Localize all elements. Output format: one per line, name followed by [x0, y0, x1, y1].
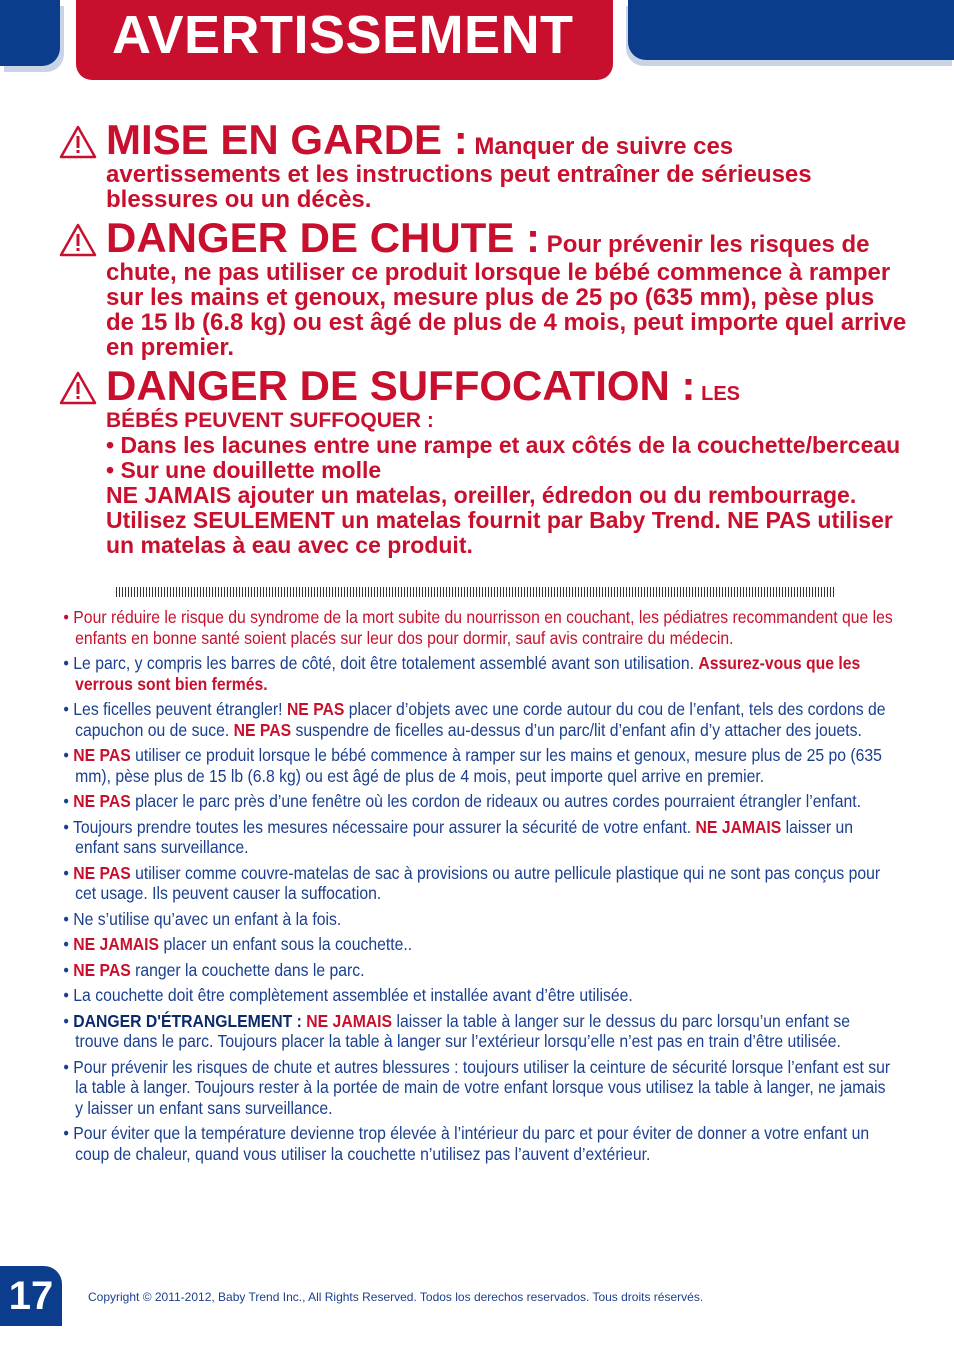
list-item: • NE PAS ranger la couchette dans le parc.	[63, 959, 365, 980]
warning-title: DANGER DE SUFFOCATION :	[106, 362, 696, 409]
warning-line: • Sur une douillette molle	[106, 457, 382, 483]
warning-triangle-icon	[58, 124, 98, 160]
list-item: • NE JAMAIS placer un enfant sous la couchette..	[63, 934, 413, 954]
list-item: • Pour réduire le risque du syndrome de la mort subite du nourrisson en couchant, les pédiatres recommandent que les enfants en bonne santé soient placés sur leur dos pour dormir, sauf avis contraire du médecin.	[63, 607, 893, 648]
warning-triangle-icon	[58, 222, 98, 258]
warning-line: • Dans les lacunes entre une rampe et aux côtés de la couchette/berceau	[106, 432, 901, 458]
warning-mise-en-garde	[58, 118, 908, 212]
page-title: AVERTISSEMENT	[112, 5, 574, 65]
warning-title: DANGER DE CHUTE :	[106, 214, 541, 261]
list-item: • Toujours prendre toutes les mesures nécessaire pour assurer la sécurité de votre enfant. NE JAMAIS laisser un enfant sans surveillance.	[63, 816, 854, 857]
list-item: • DANGER D'ÉTRANGLEMENT : NE JAMAIS laisser la table à langer sur le dessus du parc lorsqu’un enfant se trouve dans le parc. Toujours placer la table à langer sur l’extérieur lorsqu’elle n’est pas en train d’être utilisée.	[63, 1010, 850, 1051]
list-item: • Le parc, y compris les barres de côté, doit être totalement assemblé avant son utilisation. Assurez-vous que les verrous sont bien fermés.	[63, 653, 861, 694]
list-item: • Les ficelles peuvent étrangler! NE PAS placer d’objets avec une corde autour du cou de l’enfant, tels des cordons de capuchon ou de suce. NE PAS suspendre de ficelles au-dessus d’un parc/lit d’enfant afin d’y attacher des jouets.	[63, 699, 886, 740]
top-right-decor	[628, 0, 954, 60]
page-number: 17	[0, 1266, 62, 1326]
top-left-decor	[0, 0, 60, 66]
warning-danger-suffocation	[58, 364, 908, 558]
bullet-list	[58, 607, 895, 1169]
warning-text: Manquer de suivre ces avertissements et les instructions peut entraîner de sérieuses blessures ou un décès.	[106, 133, 812, 213]
warnings-section	[58, 118, 908, 558]
warning-triangle-icon	[58, 370, 98, 406]
list-item: • NE PAS placer le parc près d’une fenêtre où les cordon de rideaux ou autres cordes pourraient étrangler l’enfant.	[63, 791, 861, 811]
list-item: • NE PAS utiliser ce produit lorsque le bébé commence à ramper sur les mains et genoux, mesure plus de 25 po (635 mm), pèse plus de 15 lb (6.8 kg) ou est âgé de plus de 4 mois, peut importe quel arrive en premier.	[63, 745, 882, 786]
warning-text: Pour prévenir les risques de chute, ne pas utiliser ce produit lorsque le bébé commence à ramper sur les mains et genoux, mesure plus de 25 po (635 mm), pèse plus de 15 lb (6.8 kg) ou est âgé de plus de 4 mois, peut importe quel arrive en premier.	[106, 231, 907, 361]
warning-text-lead: LES	[695, 383, 740, 405]
warning-danger-chute	[58, 216, 908, 360]
list-item: • Ne s’utilise qu’avec un enfant à la fois.	[63, 908, 342, 929]
barcode-divider	[116, 587, 836, 597]
list-item: • Pour éviter que la température devienne trop élevée à l’intérieur du parc et pour éviter de donner a votre enfant un coup de chaleur, quand vous utiliser la couchette n’utilisez pas l’auvent d’extérieur.	[63, 1123, 870, 1164]
warning-title: MISE EN GARDE :	[106, 116, 468, 163]
list-item: • Pour prévenir les risques de chute et autres blessures : toujours utiliser la ceinture de sécurité lorsque l’enfant est sur la table à langer. Toujours rester à la portée de main de votre enfant lorsque vous utilisez la table à langer, ne jamais y laisser un enfant sans surveillance.	[63, 1056, 891, 1118]
warning-text-line: BÉBÉS PEUVENT SUFFOQUER :	[106, 409, 434, 432]
warning-line: NE JAMAIS ajouter un matelas, oreiller, édredon ou du rembourrage. Utilisez SEULEMENT un matelas fournit par Baby Trend. NE PAS utiliser un matelas à eau avec ce produit.	[106, 482, 893, 558]
list-item: • NE PAS utiliser comme couvre-matelas de sac à provisions ou autre pellicule plastique qui ne sont pas conçus pour cet usage. Ils peuvent causer la suffocation.	[63, 862, 881, 903]
list-item: • La couchette doit être complètement assemblée et installée avant d’être utilisée.	[63, 985, 633, 1005]
copyright-text: Copyright © 2011-2012, Baby Trend Inc., All Rights Reserved. Todos los derechos reservados. Tous droits réservés.	[88, 1290, 704, 1304]
